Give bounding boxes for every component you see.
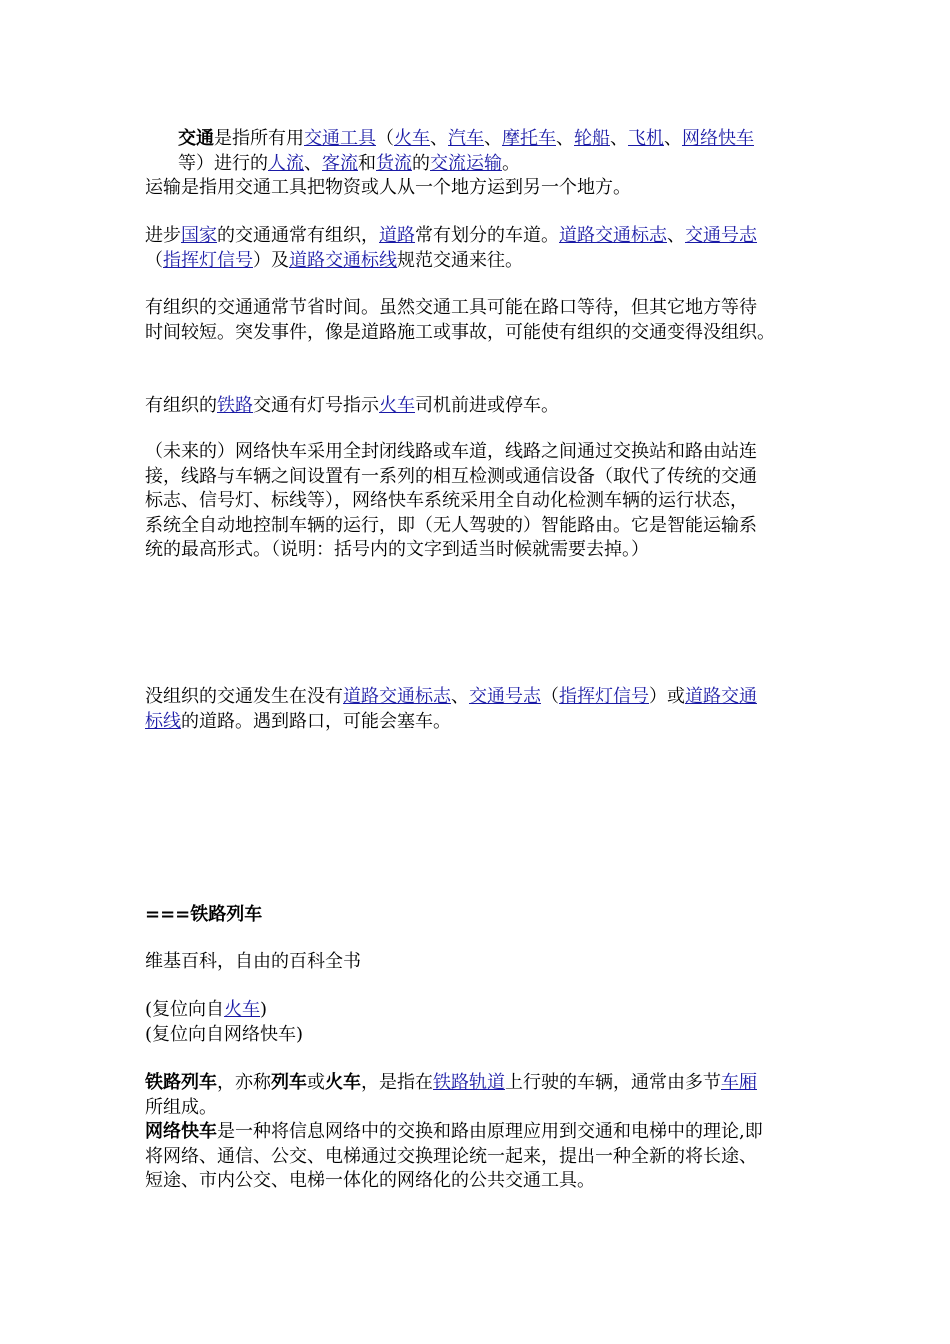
paragraph-definition <box>145 127 810 201</box>
redirect-line-2: (复位向自网络快车) <box>145 1023 304 1045</box>
future-line-4: 系统全自动地控制车辆的运行，即（无人驾驶的）智能路由。它是智能运输系 <box>145 514 757 536</box>
separator: 、 <box>304 152 322 174</box>
separator: 、 <box>430 128 448 149</box>
link-motorcycle[interactable]: 摩托车 <box>502 128 556 149</box>
text: 规范交通来往。 <box>397 249 523 271</box>
term-railway-train: 铁路列车 <box>145 1072 217 1093</box>
text: 司机前进或停车。 <box>415 395 559 416</box>
link-railway[interactable]: 铁路 <box>217 395 253 416</box>
organized-roads-line-2 <box>145 249 810 274</box>
paragraph-unorganized-traffic <box>145 685 810 734</box>
text: 和 <box>358 152 376 174</box>
text: 有组织的 <box>145 395 217 416</box>
definition-line-2 <box>145 152 810 177</box>
paragraph-organized-roads <box>145 224 810 273</box>
unorganized-line-1 <box>145 685 810 710</box>
term-train-lieche: 列车 <box>271 1072 307 1093</box>
future-line-3: 标志、信号灯、标线等），网络快车系统采用全自动化检测车辆的运行状态， <box>145 490 748 511</box>
future-line-5: 统的最高形式。（说明：括号内的文字到适当时候就需要去掉。） <box>145 539 649 560</box>
text: ) <box>260 999 268 1020</box>
text: ，是指在 <box>361 1072 433 1093</box>
link-country[interactable]: 国家 <box>181 225 217 246</box>
section-heading: ===铁路列车 <box>145 904 263 925</box>
wiki-tagline: 维基百科，自由的百科全书 <box>145 951 361 972</box>
link-road-markings-2a[interactable]: 道路交通 <box>685 686 757 707</box>
paragraph-network-express <box>145 1120 810 1194</box>
redirect-line-1 <box>145 998 810 1023</box>
separator: 、 <box>667 225 685 246</box>
separator: 、 <box>451 686 469 707</box>
link-traffic-signals[interactable]: 交通号志 <box>685 225 757 246</box>
link-road[interactable]: 道路 <box>379 225 415 246</box>
term-jiaotong: 交通 <box>178 128 214 149</box>
paragraph-railway-signals <box>145 394 810 419</box>
text: ）或 <box>649 686 685 707</box>
link-road-signs[interactable]: 道路交通标志 <box>559 225 667 246</box>
link-carriage[interactable]: 车厢 <box>721 1072 757 1093</box>
text: 交通有灯号指示 <box>253 395 379 416</box>
link-car[interactable]: 汽车 <box>448 128 484 149</box>
separator: 、 <box>610 128 628 149</box>
text: (复位向自 <box>145 999 225 1020</box>
text: ，亦称 <box>217 1072 271 1093</box>
network-express-line-3: 短途、市内公交、电梯一体化的网络化的公共交通工具。 <box>145 1170 595 1191</box>
term-train-huoche: 火车 <box>325 1072 361 1093</box>
link-redirect-train[interactable]: 火车 <box>224 999 261 1020</box>
network-express-line-1 <box>145 1120 810 1145</box>
separator: 、 <box>484 128 502 149</box>
text: 是指所有用 <box>214 128 304 149</box>
text: 没组织的交通发生在没有 <box>145 686 343 707</box>
link-road-signs-2[interactable]: 道路交通标志 <box>343 686 451 707</box>
text: 进步 <box>145 225 181 246</box>
text: 的道路。遇到路口，可能会塞车。 <box>181 710 451 732</box>
text: （ <box>541 686 559 707</box>
link-traffic-signals-2[interactable]: 交通号志 <box>469 686 541 707</box>
text: 。 <box>502 152 520 174</box>
future-line-2: 接，线路与车辆之间设置有一系列的相互检测或通信设备（取代了传统的交通 <box>145 465 757 487</box>
separator: 、 <box>664 128 682 149</box>
time-saving-line-2: 时间较短。突发事件，像是道路施工或事故，可能使有组织的交通变得没组织。 <box>145 321 775 343</box>
text: （ <box>376 128 394 149</box>
organized-roads-line-1 <box>145 224 810 249</box>
link-command-lights-2[interactable]: 指挥灯信号 <box>559 686 649 707</box>
text: 等）进行的 <box>178 152 268 174</box>
text: 的交通通常有组织， <box>217 225 379 246</box>
text: ）及 <box>253 249 289 271</box>
railway-train-line-1 <box>145 1071 810 1096</box>
time-saving-line-1: 有组织的交通通常节省时间。虽然交通工具可能在路口等待，但其它地方等待 <box>145 297 757 318</box>
text: 上行驶的车辆，通常由多节 <box>505 1072 721 1093</box>
text: （ <box>145 249 163 271</box>
paragraph-network-express-future <box>145 440 810 563</box>
term-network-express: 网络快车 <box>145 1121 217 1142</box>
text: 是一种将信息网络中的交换和路由原理应用到交通和电梯中的理论,即 <box>217 1121 763 1142</box>
link-people-flow[interactable]: 人流 <box>268 152 304 174</box>
link-road-markings[interactable]: 道路交通标线 <box>289 249 397 271</box>
link-road-markings-2b[interactable]: 标线 <box>145 710 181 732</box>
separator: 、 <box>556 128 574 149</box>
link-command-lights[interactable]: 指挥灯信号 <box>163 249 253 271</box>
redirect-notes <box>145 998 810 1047</box>
text: 的 <box>412 152 430 174</box>
definition-line-1 <box>145 127 810 152</box>
network-express-line-2: 将网络、通信、公交、电梯通过交换理论统一起来，提出一种全新的将长途、 <box>145 1145 757 1167</box>
link-plane[interactable]: 飞机 <box>628 128 664 149</box>
link-goods-flow[interactable]: 货流 <box>376 152 412 174</box>
link-ship[interactable]: 轮船 <box>574 128 610 149</box>
railway-signals-line <box>145 394 810 419</box>
railway-train-line-2: 所组成。 <box>145 1096 217 1118</box>
unorganized-line-2 <box>145 710 810 735</box>
paragraph-time-saving <box>145 296 810 345</box>
definition-line-3: 运输是指用交通工具把物资或人从一个地方运到另一个地方。 <box>145 177 631 198</box>
future-line-1: （未来的）网络快车采用全封闭线路或车道，线路之间通过交换站和路由站连 <box>145 441 757 462</box>
link-passenger-flow[interactable]: 客流 <box>322 152 358 174</box>
link-transport[interactable]: 交流运输 <box>430 152 502 174</box>
link-train[interactable]: 火车 <box>394 128 430 149</box>
link-railway-track[interactable]: 铁路轨道 <box>433 1072 505 1093</box>
link-network-express[interactable]: 网络快车 <box>682 128 754 149</box>
link-train-2[interactable]: 火车 <box>379 395 415 416</box>
text: 常有划分的车道。 <box>415 225 559 246</box>
link-transport-tools[interactable]: 交通工具 <box>304 128 376 149</box>
text: 或 <box>307 1072 325 1093</box>
paragraph-railway-train <box>145 1071 810 1120</box>
